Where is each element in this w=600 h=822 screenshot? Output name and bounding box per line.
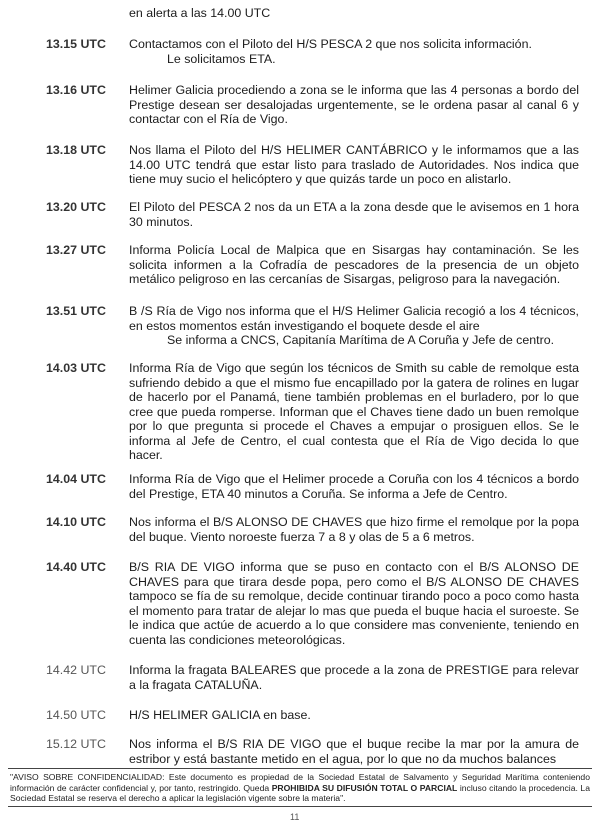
entry-text [129,37,579,66]
entry-paragraph: Se informa a CNCS, Capitanía Marítima de A Coruña y Jefe de centro. [167,333,555,347]
entry-text [129,361,579,463]
entry-text [129,143,579,187]
entry-paragraph: Nos informa el B/S ALONSO DE CHAVES que hizo firme el remolque por la popa del buque. Viento noroeste fuerza 7 a 8 y olas de 5 a 6 metros. [129,515,579,544]
entry-paragraph: Contactamos con el Piloto del H/S PESCA 2 que nos solicita información. [129,37,532,51]
entry-text [129,663,579,692]
entry-text [129,83,579,127]
entry-paragraph: Informa la fragata BALEARES que procede a la zona de PRESTIGE para relevar a la fragata CATALUÑA. [129,663,579,692]
entry-paragraph: B/S RIA DE VIGO informa que se puso en contacto con el B/S ALONSO DE CHAVES para que tirara desde popa, pero como el B/S ALONSO DE CHAVES tampoco se fía de su remolque, decide continuar tirando poco a poco como hasta el momento para tratar de alejar lo mas que pueda el buque hacia el suroeste. Se le indica que actúe de acuerdo a lo que considere mas conveniente, teniendo en cuenta las condiciones meteorológicas. [129,560,579,647]
entry-text [129,737,579,766]
notice-text: "AVISO SOBRE CONFIDENCIALIDAD: Este documento es propiedad de la Sociedad Estatal de Salvamento y Seguridad Marítima conteniendo información de carácter confidencial y, por tanto, restringido. Queda [10,772,590,793]
entry-paragraph: H/S HELIMER GALICIA en base. [129,708,311,722]
entry-time: 14.50 UTC [46,708,106,722]
entry-time: 14.40 UTC [46,560,106,574]
entry-time: 13.51 UTC [46,304,106,318]
entry-time: 14.10 UTC [46,515,106,529]
entry-time: 14.42 UTC [46,663,106,677]
entry-text [129,243,579,287]
entry-time: 13.20 UTC [46,200,106,214]
entry-paragraph: Nos llama el Piloto del H/S HELIMER CANTÁBRICO y le informamos que a las 14.00 UTC tendrá que estar listo para traslado de Autoridades. Nos indica que tiene muy sucio el helicóptero y que quizás tarde un poco en alistarlo. [129,143,579,186]
entry-paragraph: Informa Ría de Vigo que según los técnicos de Smith su cable de remolque esta sufriendo debido a que el mismo fue encapillado por la gatera de rolines en lugar de hacerlo por el Panamá, tiene también problemas en el burladero, por lo que cree que pueda romperse. Informan que el Chaves tiene dado un buen remolque por lo que pregunta si procede el Chaves a empujar o prosiguen ellos. Se le informa al Jefe de Centro, el cual contesta que el Ría de Vigo decida lo que hacer. [129,361,579,462]
confidentiality-notice [8,768,592,807]
entry-time: 13.27 UTC [46,243,106,257]
entry-text [129,304,579,348]
entry-time: 13.18 UTC [46,143,106,157]
entry-time: 13.15 UTC [46,37,106,51]
notice-text-end: incluso citando la procedencia. La Sociedad Estatal se reserva el derecho a aplicar la legislación vigente sobre la materia". [10,782,590,803]
entry-time: 14.04 UTC [46,472,106,486]
notice-prohibition: PROHIBIDA SU DIFUSIÓN TOTAL O PARCIAL [271,782,458,793]
entry-text [129,560,579,647]
entry-text [129,515,579,544]
entry-text [129,708,579,723]
entry-time: 13.16 UTC [46,83,106,97]
entry-paragraph: Le solicitamos ETA. [167,51,276,66]
entry-paragraph: Nos informa el B/S RIA DE VIGO que el buque recibe la mar por la amura de estribor y está bastante metido en el agua, por lo que no da muchos balances [129,737,579,766]
entry-paragraph: Informa Policía Local de Malpica que en Sisargas hay contaminación. Se les solicita informen a la Cofradía de pescadores de la presencia de un objeto metálico peligroso en las cercanías de Sisargas, peligroso para la navegación. [129,243,579,286]
entry-paragraph: El Piloto del PESCA 2 nos da un ETA a la zona desde que le avisemos en 1 hora 30 minutos. [129,200,579,229]
entry-time: 15.12 UTC [46,737,106,751]
entry-paragraph: Helimer Galicia procediendo a zona se le informa que las 4 personas a bordo del Prestige desean ser desalojadas urgentemente, se le ordena pasar al canal 6 y contactar con el Ría de Vigo. [129,83,579,126]
page-number: 11 [290,812,300,822]
entry-time: 14.03 UTC [46,361,106,375]
entry-paragraph: B /S Ría de Vigo nos informa que el H/S Helimer Galicia recogió a los 4 técnicos, en estos momentos están investigando el boquete desde el aire [129,304,579,333]
entry-text [129,200,579,229]
entry-paragraph: Informa Ría de Vigo que el Helimer procede a Coruña con los 4 técnicos a bordo del Prestige, ETA 40 minutos a Coruña. Se informa a Jefe de Centro. [129,472,579,501]
entry-text [129,472,579,501]
lead-line: en alerta a las 14.00 UTC [129,6,271,20]
